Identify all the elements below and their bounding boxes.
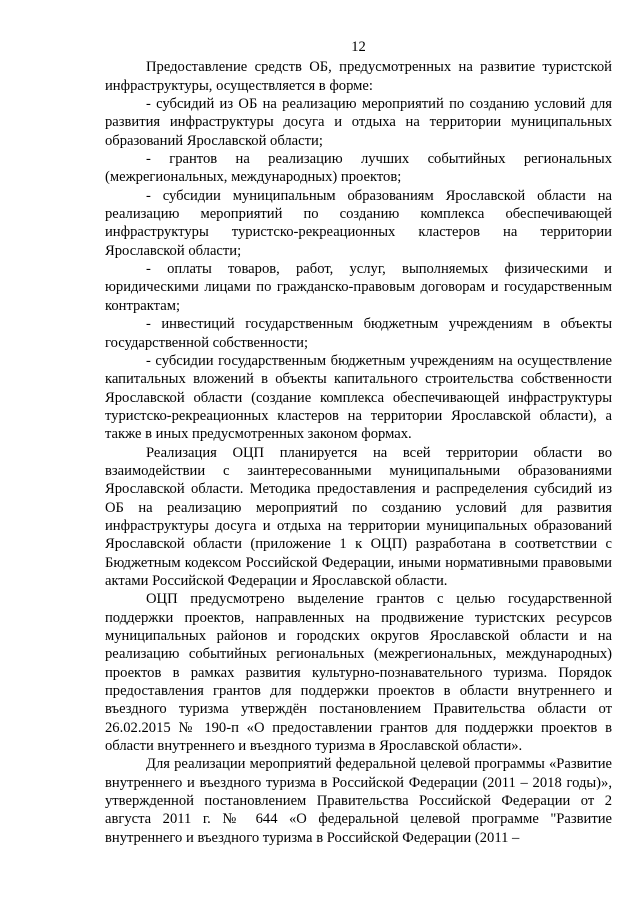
page-number: 12 [351,39,366,55]
list-item-investments: - инвестиций государственным бюджетным учреждениям в объекты государственной собственности; [105,316,612,351]
paragraph-federal-program: Для реализации мероприятий федеральной целевой программы «Развитие внутреннего и въездного туризма в Российской Федерации (2011 – 2018 годы)», утвержденной постановлением Правительства Российской Федерации от 2 августа 2011 г. № 644 «О федеральной целевой программе "Развитие внутреннего и въездного туризма в Российской Федерации (2011 – [105,756,612,846]
list-item-payment-goods: - оплаты товаров, работ, услуг, выполняемых физическими и юридическими лицами по гражданско-правовым договорам и государственным контрактам; [105,261,612,314]
list-item-subsidies-budget-institutions: - субсидии государственным бюджетным учреждениям на осуществление капитальных вложений в объекты капитального строительства собственности Ярославской области (создание комплекса обеспечивающей инфраструктуры туристско-рекреационных кластеров на территории Ярославской области), а также в иных предусмотренных законом формах. [105,352,612,443]
paragraph-intro: Предоставление средств ОБ, предусмотренных на развитие туристской инфраструктуры, осуществляется в форме: [105,59,612,94]
list-item-subsidies-municipal: - субсидии муниципальным образованиям Ярославской области на реализацию мероприятий по созданию комплекса обеспечивающей инфраструктуры туристско-рекреационных кластеров на территории Ярославской области; [105,187,612,259]
paragraph-implementation: Реализация ОЦП планируется на всей территории области во взаимодействии с заинтересованными муниципальными образованиями Ярославской области. Методика предоставления и распределения субсидий из ОБ на реализацию мероприятий по созданию условий для развития инфраструктуры досуга и отдыха на территории муниципальных образований Ярославской области (приложение 1 к ОЦП) разработана в соответствии с Бюджетным кодексом Российской Федерации, иными нормативными правовыми актами Российской Федерации и Ярославской области. [105,444,612,589]
document-page [105,38,612,847]
list-item-subsidies-infrastructure: - субсидий из ОБ на реализацию мероприятий по созданию условий для развития инфраструктуры досуга и отдыха на территории муниципальных образований Ярославской области; [105,96,612,149]
list-item-grants-events: - грантов на реализацию лучших событийных региональных (межрегиональных, международных) проектов; [105,151,612,186]
paragraph-grants: ОЦП предусмотрено выделение грантов с целью государственной поддержки проектов, направленных на продвижение туристских ресурсов муниципальных районов и городских округов Ярославской области и на реализацию событийных региональных (межрегиональных, международных) проектов в рамках развития культурно-познавательного туризма. Порядок предоставления грантов для поддержки проектов в области внутреннего и въездного туризма утверждён постановлением Правительства области от 26.02.2015 № 190-п «О предоставлении грантов для поддержки проектов в области внутреннего и въездного туризма в Ярославской области». [105,591,612,755]
